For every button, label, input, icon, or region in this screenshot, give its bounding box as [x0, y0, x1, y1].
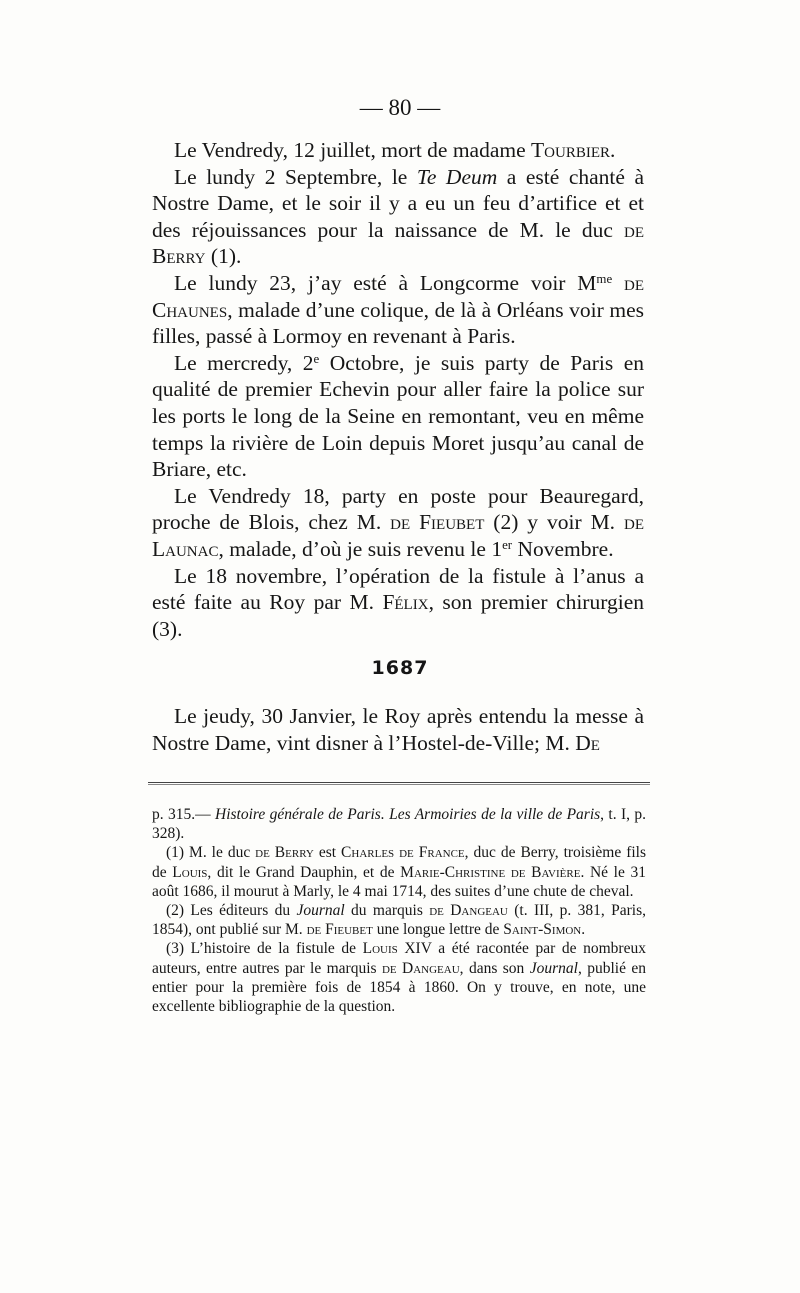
name-run: de Berry	[152, 217, 644, 269]
text-run: , malade d’une colique, de là à Orléans voir mes filles, passé à Lormoy en revenant à Paris.	[152, 297, 644, 349]
footnote-2	[152, 901, 646, 939]
text-run: , dit le Grand Dauphin, et de	[207, 863, 401, 881]
text-run: Le Vendredy 18, party en poste pour Beauregard, proche de Blois, chez M.	[152, 483, 644, 535]
paragraph-tourbier	[152, 137, 644, 164]
name-run: de Fieubet	[306, 921, 373, 939]
superscript: e	[313, 351, 320, 366]
name-run: de Chaunes	[152, 270, 645, 322]
paragraph-jeudy	[152, 703, 644, 756]
superscript: er	[502, 537, 513, 552]
name-run: Félix	[382, 590, 429, 615]
name-run: de Berry	[255, 844, 314, 862]
paragraph-fistule	[152, 563, 644, 643]
text-run	[612, 271, 624, 295]
footnote-3	[152, 939, 646, 1016]
name-run: de Launac	[152, 510, 644, 561]
name-run: Louis	[362, 940, 398, 958]
page-number: — 80 —	[359, 95, 441, 120]
paragraph-beauregard	[152, 483, 644, 563]
text-run: Le 18 novembre, l’opération de la fistule à l’anus a esté faite au Roy par M.	[152, 563, 644, 615]
paragraph-te-deum	[152, 164, 644, 270]
text-run: (2) Les éditeurs du	[166, 902, 297, 920]
name-run: Saint-Simon	[503, 921, 582, 939]
text-run: Octobre, je suis party de Paris en qualité de premier Echevin pour aller faire la police sur les ports le long de la Seine en remontant, veu en même temps la rivière de Loin depuis Moret jusqu’au canal de Briare, etc.	[152, 350, 645, 482]
text-run: , publié en entier pour la première fois de 1854 à 1860. On y trouve, en note, une excellente bibliographie de la question.	[152, 959, 646, 1016]
footnotes	[152, 805, 646, 1016]
text-run: a esté chanté à Nostre Dame, et le soir il y a eu un feu d’artifice et et des réjouissances pour la naissance de M. le duc	[152, 164, 645, 242]
name-run: Louis	[172, 863, 208, 881]
year-heading: 1687	[371, 657, 429, 679]
text-run: .	[610, 138, 616, 162]
text-run: (3) L’histoire de la fistule de	[166, 940, 363, 958]
text-run: , son premier chirurgien (3).	[152, 590, 644, 641]
text-run: (t. III, p. 381, Paris, 1854), ont publié sur M.	[152, 902, 647, 939]
text-run: Le mercredy, 2	[174, 350, 314, 375]
text-run: Le lundy 23, j’ay esté à Longcorme voir M	[174, 270, 597, 295]
main-text-continued	[152, 703, 644, 756]
text-run: Novembre.	[512, 536, 614, 561]
footnote-continuation	[152, 805, 646, 843]
text-run: est	[313, 844, 342, 862]
name-run: Charles de France	[341, 844, 465, 862]
paragraph-longcorme	[152, 270, 644, 350]
text-run: , duc de Berry, troisième fils de	[152, 844, 647, 881]
footnote-1	[152, 843, 646, 901]
text-run: (1).	[205, 244, 242, 269]
text-run: du marquis	[344, 902, 430, 920]
text-run: , t. I, p. 328).	[152, 806, 647, 843]
footnote-rule	[148, 782, 650, 785]
main-text	[152, 137, 644, 642]
italic-run: Journal	[529, 959, 578, 977]
text-run: Le Vendredy, 12 juillet, mort de madame	[174, 138, 532, 162]
name-run: Marie-Christine de Bavière	[400, 863, 581, 881]
name-run: De	[575, 730, 600, 755]
paragraph-echevin	[152, 350, 644, 483]
text-run: Le jeudy, 30 Janvier, le Roy après entendu la messe à Nostre Dame, vint disner à l’Hostel-de-Ville; M.	[152, 704, 644, 755]
text-run: , malade, d’où je suis revenu le 1	[218, 536, 503, 561]
italic-run: Histoire générale de Paris. Les Armoiries de la ville de Paris	[215, 806, 601, 823]
text-run: (1) M. le duc	[166, 844, 256, 862]
text-run: XIV a été racontée par de nombreux auteurs, entre autres par le marquis	[152, 940, 646, 977]
text-run: (2) y voir M.	[484, 510, 624, 535]
text-run: , dans son	[459, 959, 530, 977]
text-run: Le lundy 2 Septembre, le	[174, 164, 417, 189]
name-run: Tourbier	[531, 138, 611, 162]
italic-run: Te Deum	[416, 164, 498, 189]
text-run: .	[581, 921, 586, 939]
text-run: une longue lettre de	[372, 921, 504, 939]
name-run: de Dangeau	[429, 902, 508, 920]
text-run: . Né le 31 août 1686, il mourut à Marly, le 4 mai 1714, des suites d’une chute de cheval.	[152, 863, 647, 900]
name-run: de Fieubet	[390, 510, 485, 535]
text-run: p. 315.—	[152, 806, 216, 823]
superscript: me	[596, 271, 613, 286]
italic-run: Journal	[296, 902, 345, 920]
name-run: de Dangeau	[381, 959, 460, 977]
